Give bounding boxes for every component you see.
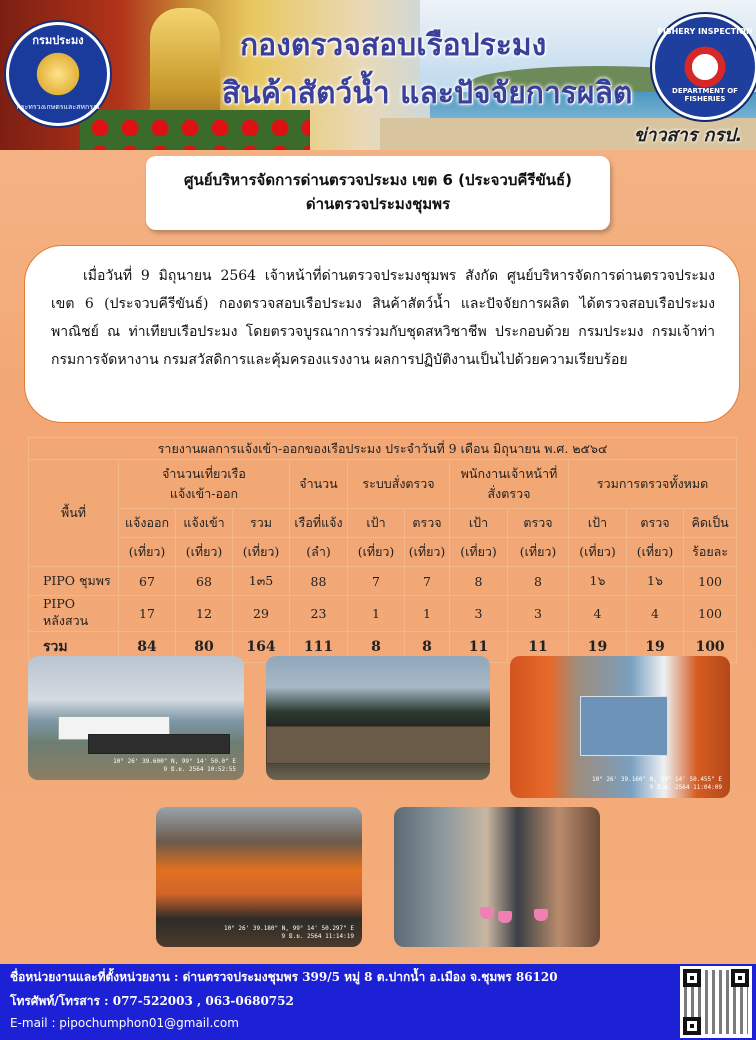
report-paragraph: เมื่อวันที่ 9 มิถุนายน 2564 เจ้าหน้าที่ด่านตรวจประมงชุมพร สังกัด ศูนย์บริหารจัดการด่านตรวจประมง เขต 6 (ประจวบคีรีขันธ์) กองตรวจสอบเรือประมง สินค้าสัตว์น้ำ และปัจจัยการผลิต ได้ตรวจสอบเรือประมงพาณิชย์ ณ ท่าเทียบเรือประมง โดยตรวจบูรณาการร่วมกับชุดสหวิชาชีพ ประกอบด้วย กรมประมง กรมเจ้าท่า กรมการจัดหางาน กรมสวัสดิการและคุ้มครองแรงงาน ผลการปฏิบัติงานเป็นไปด้วยความเรียบร้อย: [51, 268, 715, 368]
trips-header-line2: แจ้งเข้า-ออก: [169, 486, 239, 501]
table-cell: 1: [405, 596, 450, 632]
subheader-cell: ตรวจ: [508, 509, 569, 538]
total-cell: 19: [627, 632, 684, 663]
qr-code-icon[interactable]: [680, 966, 752, 1038]
area-header: พื้นที่: [29, 460, 119, 567]
unit-cell: (เที่ยว): [627, 538, 684, 567]
qr-finder-pattern: [731, 969, 749, 987]
subheader-cell: เป้า: [450, 509, 508, 538]
table-cell: 8: [508, 567, 569, 596]
garuda-emblem-icon: [31, 47, 85, 101]
table-row: [29, 567, 737, 596]
pink-bucket-shape: [498, 911, 512, 923]
photo-stamp-time: 9 มิ.ย. 2564 11:04:09: [649, 784, 722, 791]
table-cell: 23: [290, 596, 348, 632]
photo-stamp: [113, 758, 236, 774]
total-cell: 111: [290, 632, 348, 663]
table-cell: 12: [176, 596, 233, 632]
table-cell: 100: [684, 567, 737, 596]
table-row: [29, 596, 737, 632]
report-text-box: [24, 245, 740, 423]
photo-vessel-hull-closeup: [266, 656, 490, 780]
table-cell: 3: [450, 596, 508, 632]
pink-bucket-shape: [480, 907, 494, 919]
row-area: PIPO ชุมพร: [29, 567, 119, 596]
order-system-header: ระบบสั่งตรวจ: [348, 460, 450, 509]
unit-cell: (เที่ยว): [508, 538, 569, 567]
total-cell: 11: [450, 632, 508, 663]
table-cell: 100: [684, 596, 737, 632]
unit-cell: (เที่ยว): [176, 538, 233, 567]
row-area: PIPO หลังสวน: [29, 596, 119, 632]
photo-stamp: [224, 925, 354, 941]
unit-cell: (ลำ): [290, 538, 348, 567]
footer-phone: โทรศัพท์/โทรสาร : 077-522003 , 063-0680752: [10, 994, 294, 1008]
right-logo-text-top: FISHERY INSPECTION: [657, 27, 753, 36]
total-cell: 11: [508, 632, 569, 663]
fishery-inspection-logo: [652, 14, 756, 120]
total-cell: 19: [569, 632, 627, 663]
banner-title-line2: สินค้าสัตว์น้ำ และปัจจัยการผลิต: [222, 76, 633, 111]
department-of-fisheries-logo: [6, 22, 110, 126]
officer-order-header: [450, 460, 569, 509]
subheader-cell: แจ้งออก: [119, 509, 176, 538]
right-logo-text-bottom: DEPARTMENT OF FISHERIES: [672, 87, 738, 103]
trips-header-line1: จำนวนเที่ยวเรือ: [162, 466, 246, 481]
total-cell: 8: [348, 632, 405, 663]
total-cell: 8: [405, 632, 450, 663]
table-cell: 88: [290, 567, 348, 596]
table-cell: 67: [119, 567, 176, 596]
table-cell: 1๓5: [233, 567, 290, 596]
contact-footer: [0, 964, 756, 1040]
count-header: จำนวน: [290, 460, 348, 509]
news-label: ข่าวสาร กรป.: [634, 125, 743, 146]
fish-hold-shape: [580, 696, 668, 756]
vessel-report-table: [28, 437, 737, 663]
left-logo-text-bottom: กระทรวงเกษตรและสหกรณ์: [16, 103, 100, 111]
photo-stamp: [592, 776, 722, 792]
office-heading-box: [146, 156, 610, 230]
subheader-cell: เรือที่แจ้ง: [290, 509, 348, 538]
unit-cell: (เที่ยว): [348, 538, 405, 567]
fishery-emblem-icon: [679, 41, 731, 93]
table-cell: 4: [569, 596, 627, 632]
subheader-cell: เป้า: [348, 509, 405, 538]
table-cell: 17: [119, 596, 176, 632]
subheader-cell: ตรวจ: [627, 509, 684, 538]
vessel-net-shape: [88, 734, 230, 754]
total-cell: 84: [119, 632, 176, 663]
subheader-cell: คิดเป็น: [684, 509, 737, 538]
total-cell: 164: [233, 632, 290, 663]
photo-stamp-time: 9 มิ.ย. 2564 11:14:19: [281, 933, 354, 940]
pink-bucket-shape: [534, 909, 548, 921]
table-cell: 68: [176, 567, 233, 596]
table-cell: 7: [405, 567, 450, 596]
subheader-cell: แจ้งเข้า: [176, 509, 233, 538]
unit-cell: ร้อยละ: [684, 538, 737, 567]
photo-stamp-coords: 10° 26' 39.180" N, 99° 14' 50.297" E: [223, 925, 354, 932]
total-cell: 100: [684, 632, 737, 663]
qr-finder-pattern: [683, 1017, 701, 1035]
photo-stamp-time: 9 มิ.ย. 2564 10:52:55: [163, 766, 236, 773]
unit-cell: (เที่ยว): [405, 538, 450, 567]
qr-finder-pattern: [683, 969, 701, 987]
office-heading-line1: ศูนย์บริหารจัดการด่านตรวจประมง เขต 6 (ประจวบคีรีขันธ์): [184, 171, 572, 189]
left-logo-text-top: กรมประมง: [32, 34, 84, 47]
table-cell: 3: [508, 596, 569, 632]
table-cell: 1๖: [569, 567, 627, 596]
header-banner: [0, 0, 756, 150]
footer-email[interactable]: E-mail : pipochumphon01@gmail.com: [10, 1016, 239, 1030]
photo-officers-at-pier: [394, 807, 600, 947]
footer-address: ชื่อหน่วยงานและที่ตั้งหน่วยงาน : ด่านตรวจประมงชุมพร 399/5 หมู่ 8 ต.ปากน้ำ อ.เมือง จ.ชุมพร 86120: [10, 970, 558, 984]
total-cell: 80: [176, 632, 233, 663]
subheader-cell: เป้า: [569, 509, 627, 538]
table-cell: 4: [627, 596, 684, 632]
subheader-cell: ตรวจ: [405, 509, 450, 538]
table-cell: 7: [348, 567, 405, 596]
office-heading-line2: ด่านตรวจประมงชุมพร: [305, 195, 451, 213]
table-cell: 1๖: [627, 567, 684, 596]
photo-stamp-coords: 10° 26' 39.160" N, 99° 14' 50.455" E: [591, 776, 722, 783]
subheader-cell: รวม: [233, 509, 290, 538]
unit-cell: (เที่ยว): [119, 538, 176, 567]
officer-header-line2: สั่งตรวจ: [487, 486, 531, 501]
table-cell: 29: [233, 596, 290, 632]
table-caption: รายงานผลการแจ้งเข้า-ออกของเรือประมง ประจำวันที่ 9 เดือน มิถุนายน พ.ศ. ๒๕๖๔: [29, 438, 737, 460]
unit-cell: (เที่ยว): [569, 538, 627, 567]
total-inspection-header: รวมการตรวจทั้งหมด: [569, 460, 737, 509]
banner-title-line1: กองตรวจสอบเรือประมง: [240, 28, 547, 63]
photo-fish-hold-inspection: [510, 656, 730, 798]
officer-header-line1: พนักงานเจ้าหน้าที่: [460, 466, 558, 481]
total-label: รวม: [29, 632, 119, 663]
photo-life-jackets-on-deck: [156, 807, 362, 947]
photo-fishing-vessel-dock: [28, 656, 244, 780]
unit-cell: (เที่ยว): [450, 538, 508, 567]
table-cell: 8: [450, 567, 508, 596]
table-cell: 1: [348, 596, 405, 632]
trips-header: [119, 460, 290, 509]
hull-shape: [266, 726, 490, 764]
photo-stamp-coords: 10° 26' 39.600" N, 99° 14' 50.0" E: [113, 758, 236, 765]
unit-cell: (เที่ยว): [233, 538, 290, 567]
